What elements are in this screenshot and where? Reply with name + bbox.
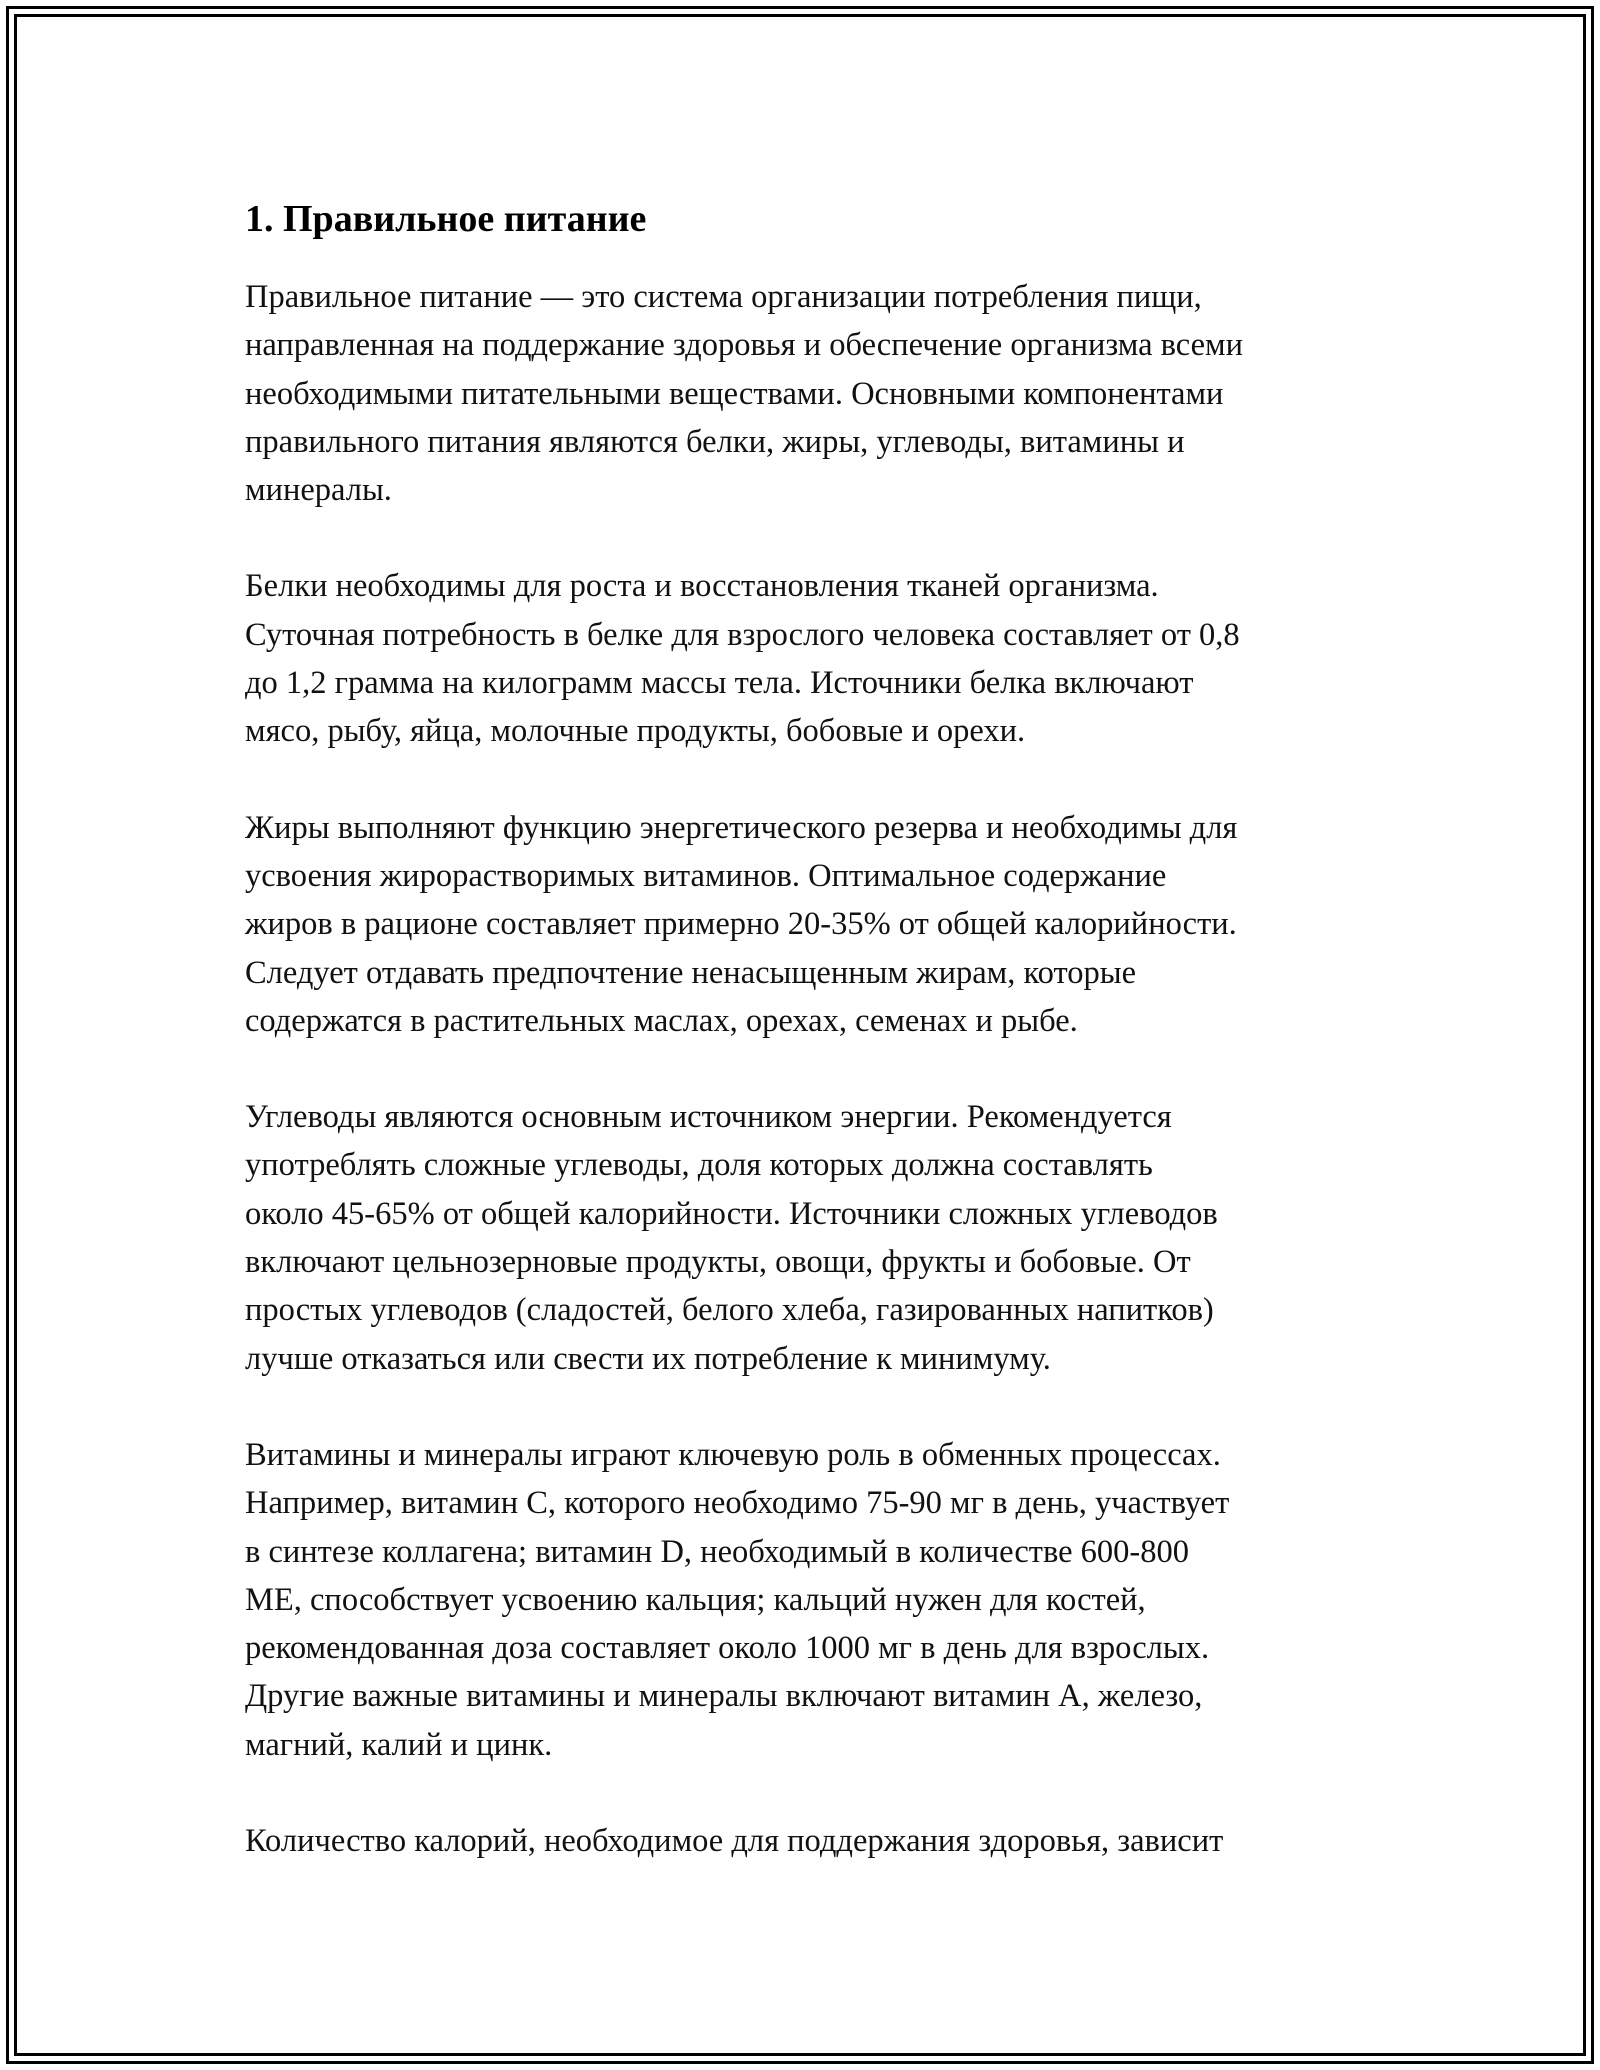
paragraph-vitamins-minerals: Витамины и минералы играют ключевую роль в обменных процессах. Например, витамин C, которого необходимо 75-90 мг в день, участвует в синтезе коллагена; витамин D, необходимый в количестве 600-800 МЕ, способствует усвоению кальция; кальций нужен для костей, рекомендованная доза составляет около 1000 мг в день для взрослых. Другие важные витамины и минералы включают витамин A, железо, магний, калий и цинк. xyxy=(245,1436,1230,1763)
section-heading: 1. Правильное питание xyxy=(245,198,647,240)
paragraph-intro: Правильное питание — это система организации потребления пищи, направленная на поддержание здоровья и обеспечение организма всеми необходимыми питательными веществами. Основными компонентами правильного питания являются белки, жиры, углеводы, витамины и минералы. xyxy=(245,279,1244,509)
document-body xyxy=(245,195,1395,1913)
paragraph-calories: Количество калорий, необходимое для поддержания здоровья, зависит xyxy=(245,1823,1224,1860)
paragraph-carbohydrates: Углеводы являются основным источником энергии. Рекомендуется употреблять сложные углеводы, доля которых должна составлять около 45-65% от общей калорийности. Источники сложных углеводов включают цельнозерновые продукты, овощи, фрукты и бобовые. От простых углеводов (сладостей, белого хлеба, газированных напитков) лучше отказаться или свести их потребление к минимуму. xyxy=(245,1099,1218,1377)
paragraph-proteins: Белки необходимы для роста и восстановления тканей организма. Суточная потребность в белке для взрослого человека составляет от 0,8 до 1,2 грамма на килограмм массы тела. Источники белка включают мясо, рыбу, яйца, молочные продукты, бобовые и орехи. xyxy=(245,568,1240,750)
page-frame xyxy=(6,6,1594,2064)
paragraph-fats: Жиры выполняют функцию энергетического резерва и необходимы для усвоения жирорастворимых витаминов. Оптимальное содержание жиров в рационе составляет примерно 20-35% от общей калорийности. Следует отдавать предпочтение ненасыщенным жирам, которые содержатся в растительных маслах, орехах, семенах и рыбе. xyxy=(245,809,1238,1039)
